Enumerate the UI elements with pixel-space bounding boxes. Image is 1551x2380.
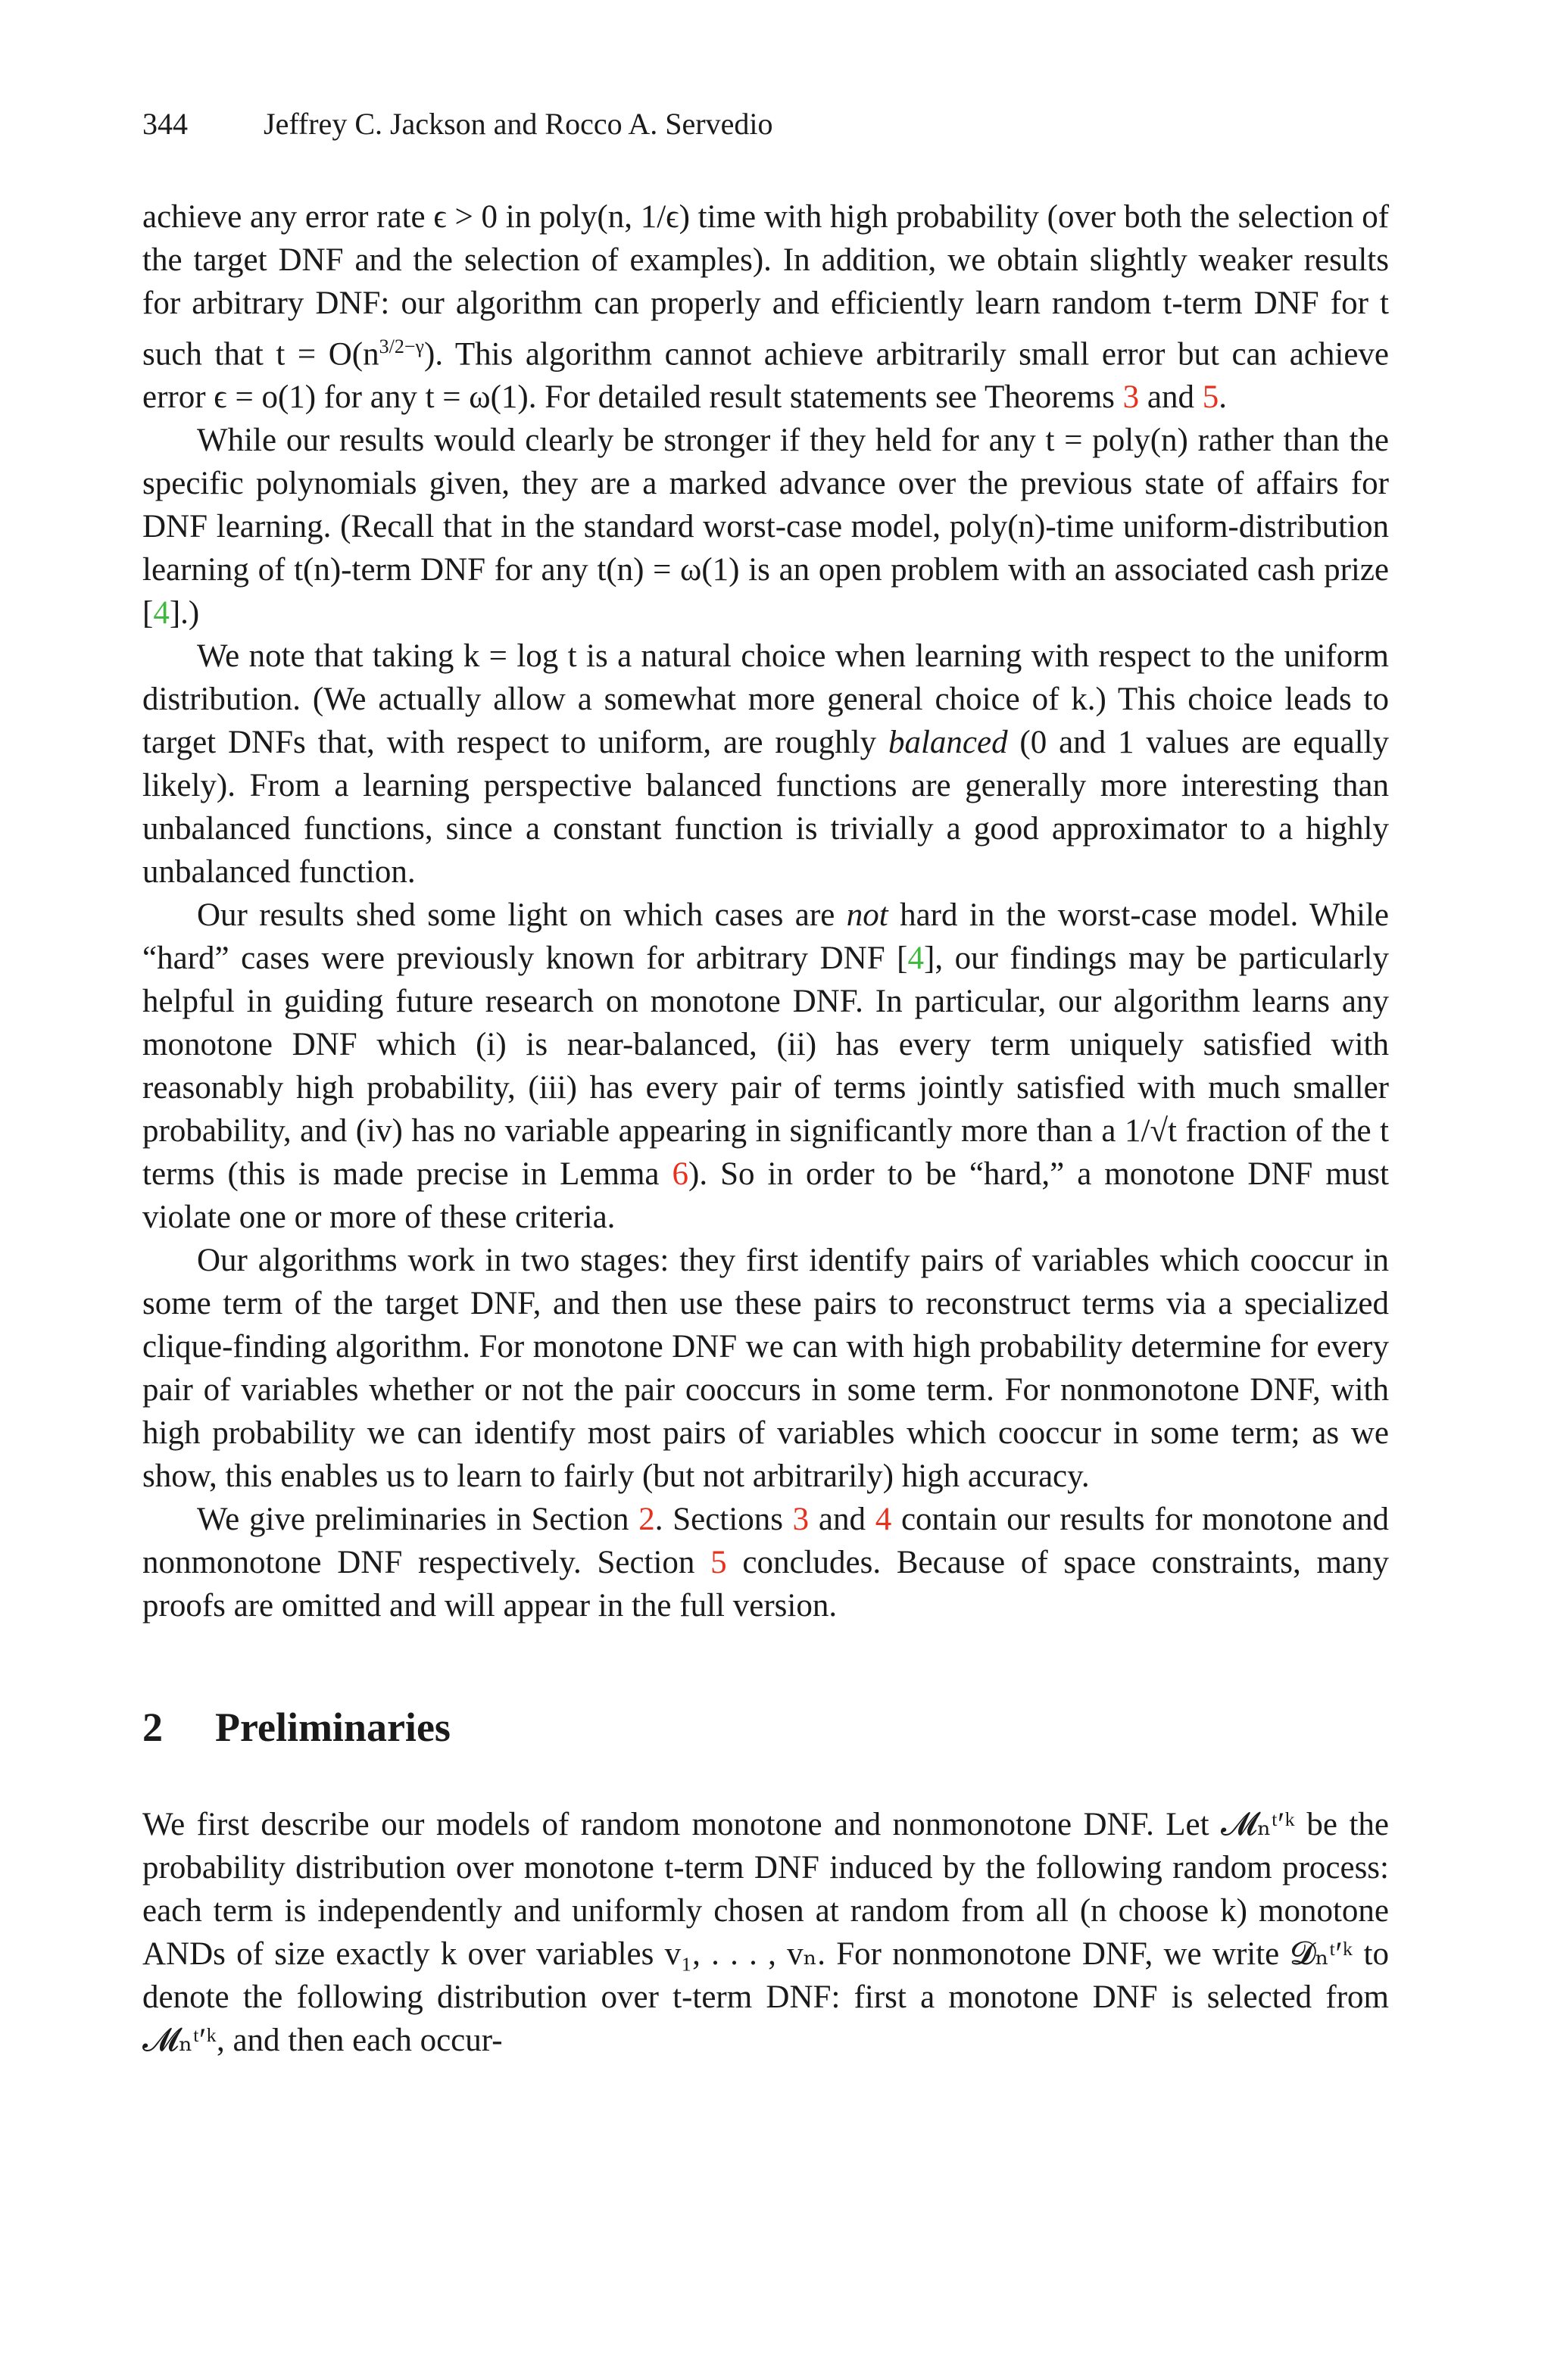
section-paragraph-1: We first describe our models of random monotone and nonmonotone DNF. Let 𝓜ₙᵗ′ᵏ be the probability distribution over monotone t-term DNF induced by the following random process: each term is independently and uniformly chosen at random from all (n choose k) monotone ANDs of size exactly k over variables v₁, . . . , vₙ. For nonmonotone DNF, we write 𝓓ₙᵗ′ᵏ to denote the following distribution over t-term DNF: first a monotone DNF is selected from 𝓜ₙᵗ′ᵏ, and then each occur-: [142, 1807, 1389, 2059]
paragraph-4: [142, 894, 1389, 1239]
section-ref-link[interactable]: 5: [710, 1545, 727, 1581]
section-ref-link[interactable]: 3: [792, 1502, 810, 1538]
paragraph-1: [142, 195, 1389, 419]
section-ref-link[interactable]: 2: [638, 1502, 655, 1538]
text-run: concludes. Because of space constraints, many proofs are omitted and will appear in the full version.: [142, 1545, 1389, 1624]
body-text: [142, 195, 1389, 2062]
paragraph-6: [142, 1498, 1389, 1627]
text-run: contain our results for monotone and nonmonotone DNF respectively. Section: [142, 1502, 1389, 1581]
section-number: 2: [142, 1705, 163, 1751]
text-run: hard in the worst-case model. While “hard” cases were previously known for arbitrary DNF [: [142, 897, 1389, 977]
text-run: ].): [169, 595, 200, 632]
paragraph-2: [142, 419, 1389, 635]
text-run: ). This algorithm cannot achieve arbitrarily small error but can achieve error ϵ = o(1) for any t = ω(1). For detailed result statements see Theorems: [142, 336, 1389, 416]
paragraph-5: Our algorithms work in two stages: they first identify pairs of variables which cooccur in some term of the target DNF, and then use these pairs to reconstruct terms via a specialized clique-finding algorithm. For monotone DNF we can with high probability determine for every pair of variables whether or not the pair cooccurs in some term. For nonmonotone DNF, with high probability we can identify most pairs of variables which cooccur in some term; as we show, this enables us to learn to fairly (but not arbitrarily) high accuracy.: [142, 1243, 1389, 1495]
text-run: ], our findings may be particularly helpful in guiding future research on monotone DNF. In particular, our algorithm learns any monotone DNF which (i) is near-balanced, (ii) has every term uniquely satisfied with reasonably high probability, (iii) has every pair of terms jointly satisfied with much smaller probability, and (iv) has no variable appearing in significantly more than a 1/√t fraction of the t terms (this is made precise in Lemma: [142, 940, 1389, 1193]
citation-link[interactable]: 4: [153, 595, 170, 632]
emphasis: not: [846, 897, 888, 934]
text-run: . Sections: [654, 1502, 793, 1538]
page-number: 344: [142, 107, 188, 141]
text-run: and: [809, 1502, 875, 1538]
theorem-ref-link[interactable]: 3: [1122, 379, 1140, 416]
theorem-ref-link[interactable]: 5: [1202, 379, 1219, 416]
lemma-ref-link[interactable]: 6: [672, 1156, 688, 1193]
text-run: While our results would clearly be stronger if they held for any t = poly(n) rather than the specific polynomials given, they are a marked advance over the previous state of affairs for DNF learning. (Recall that in the standard worst-case model, poly(n)-time uniform-distribution learning of t(n)-term DNF for any t(n) = ω(1) is an open problem with an associated cash prize [: [142, 423, 1389, 632]
section-ref-link[interactable]: 4: [875, 1502, 892, 1538]
text-run: Our results shed some light on which cases are: [197, 897, 847, 934]
text-run: and: [1139, 379, 1203, 416]
running-head: [142, 106, 1389, 142]
text-run: We note that taking k = log t is a natural choice when learning with respect to the uniform distribution. (We actually allow a somewhat more general choice of k.) This choice leads to target DNFs that, with respect to uniform, are roughly: [142, 638, 1389, 761]
section-title: Preliminaries: [215, 1705, 451, 1751]
text-run: (0 and 1 values are equally likely). From a learning perspective balanced functions are generally more interesting than unbalanced functions, since a constant function is trivially a good approximator to a highly unbalanced function.: [142, 725, 1390, 891]
exponent: 3/2−γ: [379, 335, 425, 357]
emphasis: balanced: [888, 725, 1008, 761]
section-heading: [142, 1703, 1389, 1751]
citation-link[interactable]: 4: [907, 940, 924, 977]
text-run: ). So in order to be “hard,” a monotone DNF must violate one or more of these criteria.: [142, 1156, 1389, 1236]
text-run: .: [1219, 379, 1227, 416]
paragraph-3: [142, 635, 1389, 894]
page: [142, 106, 1389, 2062]
text-run: achieve any error rate ϵ > 0 in poly(n, 1/ϵ) time with high probability (over both the selection of the target DNF and the selection of examples). In addition, we obtain slightly weaker results for arbitrary DNF: our algorithm can properly and efficiently learn random t-term DNF for t such that t = O(n: [142, 199, 1390, 373]
text-run: We give preliminaries in Section: [197, 1502, 639, 1538]
running-head-authors: Jeffrey C. Jackson and Rocco A. Servedio: [264, 107, 773, 141]
